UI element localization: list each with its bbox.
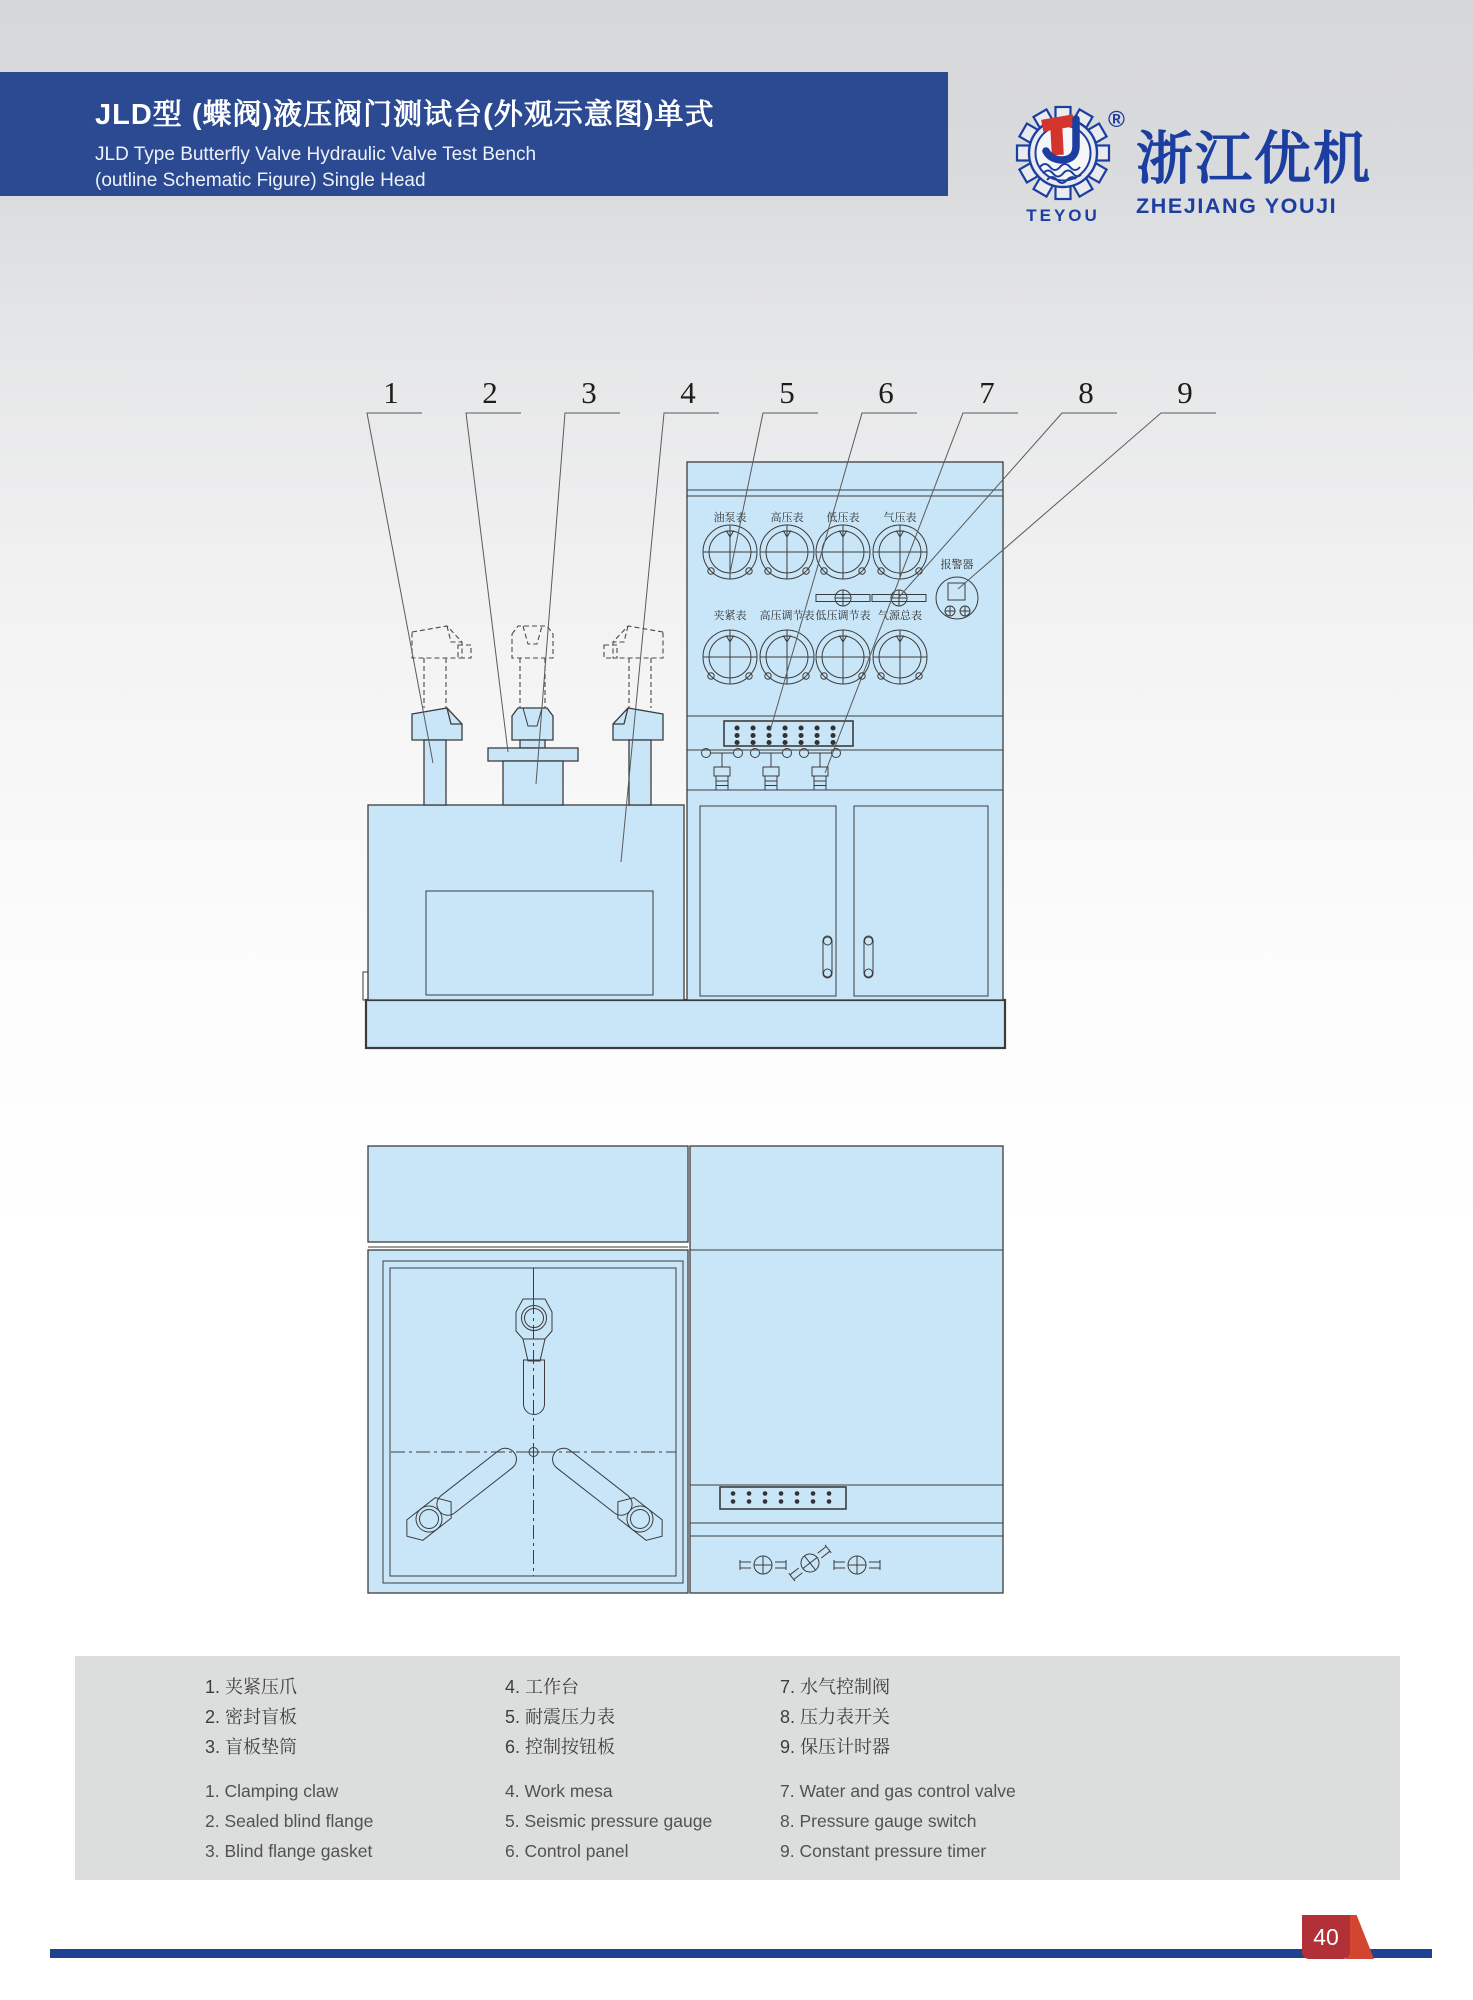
callout-1: 1 [383,375,399,410]
legend-item: 3. 盲板垫筒 [205,1737,298,1757]
gauge-label: 油泵表 [713,512,747,524]
legend-item: 8. Pressure gauge switch [780,1811,977,1831]
brand-name-en: ZHEJIANG YOUJI [1136,194,1338,218]
legend-item: 4. Work mesa [505,1781,613,1801]
callout-4: 4 [680,375,696,410]
clamping-claws-raised [412,626,663,708]
work-table [368,805,684,1000]
bench-top-block [368,1146,688,1242]
legend-item: 6. 控制按钮板 [505,1737,616,1757]
footer-rule [50,1949,1432,1958]
legend-item: 3. Blind flange gasket [205,1841,373,1861]
control-cabinet [687,462,1003,1000]
gear-icon [1017,107,1109,199]
center-clamp [488,708,578,805]
callout-9: 9 [1177,375,1193,410]
gauge-label: 低压调节表 [815,610,871,622]
legend-en-col-3 [780,1776,1016,1866]
cabinet-side-view [690,1146,1003,1593]
gauge-label: 高压调节表 [759,610,815,622]
legend-panel [75,1656,1400,1880]
legend-item: 9. Constant pressure timer [780,1841,987,1861]
brand-name-zh: 浙江优机 [1136,127,1372,191]
legend-zh-col-3 [780,1672,890,1762]
callout-5: 5 [779,375,795,410]
legend-item: 5. 耐震压力表 [505,1707,616,1727]
callout-8: 8 [1078,375,1094,410]
legend-en-col-2 [505,1776,712,1866]
low-pressure-gauge [816,525,870,579]
page-subtitle-en-1: JLD Type Butterfly Valve Hydraulic Valve Test Bench [95,144,537,165]
page-number-tab [1302,1915,1350,1959]
page-subtitle-en-2: (outline Schematic Figure) Single Head [95,170,426,191]
legend-item: 1. 夹紧压爪 [205,1677,298,1697]
gauge-label: 气压表 [883,512,917,524]
front-view-diagram [240,290,1220,1060]
work-table-top-view [368,1250,688,1593]
callout-7: 7 [979,375,995,410]
legend-item: 7. 水气控制阀 [780,1677,891,1697]
legend-zh-col-1 [205,1672,297,1762]
page-number: 40 [1313,1923,1339,1950]
callout-2: 2 [482,375,498,410]
legend-item: 6. Control panel [505,1841,629,1861]
clamping-claws [412,708,663,805]
top-view-diagram [360,1142,1010,1598]
bench-base [366,1000,1005,1048]
header-banner [0,72,948,196]
legend-item: 5. Seismic pressure gauge [505,1811,713,1831]
legend-item: 1. Clamping claw [205,1781,339,1801]
legend-item: 9. 保压计时器 [780,1737,891,1757]
gauge-label: 高压表 [770,512,804,524]
legend-item: 8. 压力表开关 [780,1707,891,1727]
legend-item: 2. 密封盲板 [205,1707,298,1727]
logo-sub-brand: TEYOU [1026,206,1100,225]
air-pressure-gauge [873,525,927,579]
clamping-gauge [703,630,757,684]
blind-flange-gasket [503,761,563,805]
gauge-label: 低压表 [826,512,860,524]
company-logo [985,85,1390,227]
page-tab-fold [1346,1915,1374,1959]
callout-3: 3 [581,375,597,410]
legend-en-col-1 [205,1776,373,1866]
air-source-main-gauge [873,630,927,684]
high-pressure-adjust-gauge [760,630,814,684]
gauge-label: 夹紧表 [713,610,747,622]
high-pressure-gauge [760,525,814,579]
page-title: JLD型 (蝶阀)液压阀门测试台(外观示意图)单式 [95,99,715,131]
base-left-tab [363,972,368,1000]
legend-item: 4. 工作台 [505,1677,580,1697]
gauge-label: 气源总表 [878,610,922,622]
legend-item: 7. Water and gas control valve [780,1781,1016,1801]
callout-6: 6 [878,375,894,410]
registered-mark: ® [1108,106,1125,132]
legend-item: 2. Sealed blind flange [205,1811,374,1831]
sealed-blind-flange [488,748,578,761]
legend-zh-col-2 [505,1672,615,1762]
alarm-label: 报警器 [940,559,974,571]
